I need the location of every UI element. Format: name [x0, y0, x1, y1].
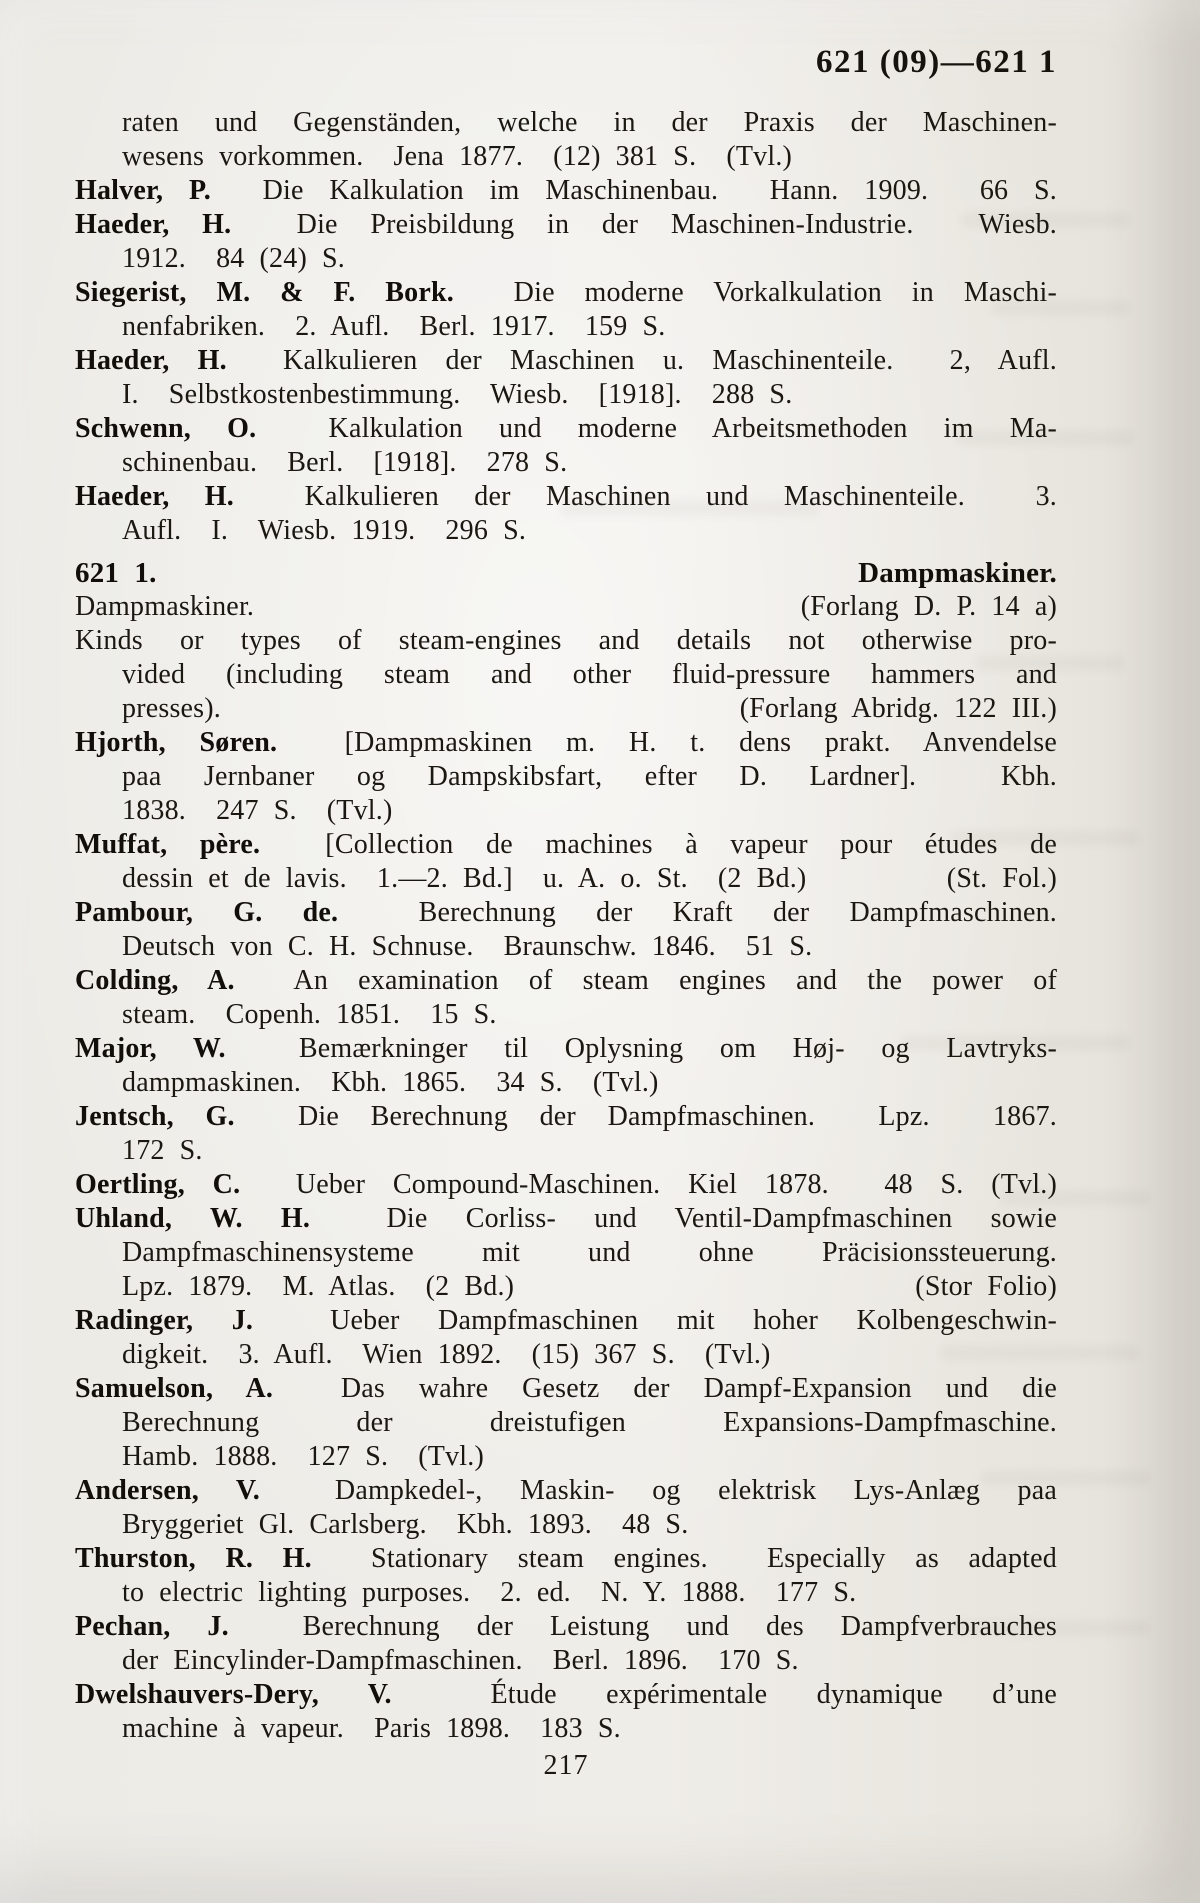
author-name: Oertling, C.: [75, 1169, 241, 1200]
bib-line: [75, 310, 1057, 344]
bib-line: [75, 1168, 1057, 1202]
line-left-text: schinenbau. Berl. [1918]. 278 S.: [122, 447, 568, 478]
bib-line: [75, 208, 1057, 242]
line-left-text: steam. Copenh. 1851. 15 S.: [122, 999, 497, 1030]
bib-line: [75, 760, 1057, 794]
bib-line: [75, 930, 1057, 964]
author-name: Major, W.: [75, 1033, 226, 1064]
bib-line: [75, 1338, 1057, 1372]
bib-line: [75, 1134, 1057, 1168]
line-left-text: raten und Gegenständen, welche in der Praxis der Maschinen-: [122, 107, 1057, 138]
line-left-text: Haeder, H. Die Preisbildung in der Maschinen-Industrie. Wiesb.: [75, 209, 1057, 240]
author-name: Pambour, G. de.: [75, 897, 339, 928]
line-left-text: paa Jernbaner og Dampskibsfart, efter D. Lardner]. Kbh.: [122, 761, 1057, 792]
bib-line: [75, 794, 1057, 828]
bib-line: [75, 1712, 1057, 1746]
author-name: Jentsch, G.: [75, 1101, 235, 1132]
bib-line: [75, 1066, 1057, 1100]
bib-line: [75, 1644, 1057, 1678]
bib-line: [75, 964, 1057, 998]
author-name: Andersen, V.: [75, 1475, 260, 1506]
author-name: Colding, A.: [75, 965, 235, 996]
text-block: [75, 106, 1057, 1746]
author-name: Pechan, J.: [75, 1611, 229, 1642]
section-title: Dampmaskiner.: [858, 557, 1057, 589]
bib-line: [75, 862, 1057, 896]
line-right-text: [858, 556, 1057, 590]
bib-line: [75, 1236, 1057, 1270]
line-left-text: Thurston, R. H. Stationary steam engines. Especially as adapted: [75, 1543, 1057, 1574]
author-name: Siegerist, M. & F. Bork.: [75, 277, 454, 308]
author-name: Schwenn, O.: [75, 413, 257, 444]
author-name: Hjorth, Søren.: [75, 727, 278, 758]
bib-line: [75, 514, 1057, 548]
bib-line: [75, 344, 1057, 378]
line-left-text: Kinds or types of steam-engines and details not otherwise pro-: [75, 625, 1057, 656]
author-name: Dwelshauvers-Dery, V.: [75, 1679, 392, 1710]
bib-line: [75, 1576, 1057, 1610]
line-left-text: digkeit. 3. Aufl. Wien 1892. (15) 367 S. (Tvl.): [122, 1339, 771, 1370]
bib-line: [75, 828, 1057, 862]
line-left-text: Pechan, J. Berechnung der Leistung und des Dampfverbrauches: [75, 1611, 1057, 1642]
line-left-text: Colding, A. An examination of steam engines and the power of: [75, 965, 1058, 996]
line-left-text: Berechnung der dreistufigen Expansions-Dampfmaschine.: [122, 1407, 1057, 1438]
bib-line: [75, 1372, 1057, 1406]
line-left-text: 1912. 84 (24) S.: [122, 243, 345, 274]
line-left-text: Andersen, V. Dampkedel-, Maskin- og elektrisk Lys-Anlæg paa: [75, 1475, 1057, 1506]
author-name: Uhland, W. H.: [75, 1203, 311, 1234]
line-left-text: Bryggeriet Gl. Carlsberg. Kbh. 1893. 48 S.: [122, 1509, 689, 1540]
line-left-text: Haeder, H. Kalkulieren der Maschinen u. Maschinenteile. 2, Aufl.: [75, 345, 1057, 376]
bib-line: [75, 480, 1057, 514]
bib-line: [75, 726, 1057, 760]
bib-line: [75, 242, 1057, 276]
line-left-text: Muffat, père. [Collection de machines à vapeur pour études de: [75, 829, 1057, 860]
line-left-text: presses).: [122, 693, 221, 724]
line-left-text: Haeder, H. Kalkulieren der Maschinen und Maschinenteile. 3.: [75, 481, 1057, 512]
bib-line: [75, 1678, 1057, 1712]
line-left-text: Uhland, W. H. Die Corliss- und Ventil-Dampfmaschinen sowie: [75, 1203, 1057, 1234]
bib-line: [75, 658, 1057, 692]
line-left-text: Samuelson, A. Das wahre Gesetz der Dampf-Expansion und die: [75, 1373, 1057, 1404]
line-left-text: Pambour, G. de. Berechnung der Kraft der Dampfmaschinen.: [75, 897, 1057, 928]
bib-line: [75, 692, 1057, 726]
bib-line: [75, 446, 1057, 480]
line-left-text: nenfabriken. 2. Aufl. Berl. 1917. 159 S.: [122, 311, 666, 342]
line-right-text: (St. Fol.): [946, 863, 1057, 894]
section-heading-line: [75, 556, 1057, 590]
line-left-text: Hjorth, Søren. [Dampmaskinen m. H. t. dens prakt. Anvendelse: [75, 727, 1058, 758]
bib-line: [75, 174, 1057, 208]
running-header: 621 (09)—621 1: [816, 44, 1057, 80]
line-left-text: Lpz. 1879. M. Atlas. (2 Bd.): [122, 1271, 515, 1302]
line-left-text: Dwelshauvers-Dery, V. Étude expérimentale dynamique d’une: [75, 1679, 1057, 1710]
bib-line: [75, 276, 1057, 310]
bib-line: [75, 1610, 1057, 1644]
line-left-text: Aufl. I. Wiesb. 1919. 296 S.: [122, 515, 527, 546]
author-name: Radinger, J.: [75, 1305, 254, 1336]
bib-line: [75, 1440, 1057, 1474]
bib-line: [75, 106, 1057, 140]
line-left-text: Jentsch, G. Die Berechnung der Dampfmaschinen. Lpz. 1867.: [75, 1101, 1057, 1132]
line-left-text: der Eincylinder-Dampfmaschinen. Berl. 1896. 170 S.: [122, 1645, 799, 1676]
line-left-text: [75, 556, 157, 590]
line-left-text: to electric lighting purposes. 2. ed. N. Y. 1888. 177 S.: [122, 1577, 857, 1608]
author-name: Haeder, H.: [75, 345, 227, 376]
author-name: Samuelson, A.: [75, 1373, 274, 1404]
bib-line: [75, 998, 1057, 1032]
line-left-text: Radinger, J. Ueber Dampfmaschinen mit hoher Kolbengeschwin-: [75, 1305, 1058, 1336]
bib-line: [75, 1100, 1057, 1134]
page-number: 217: [543, 1750, 589, 1781]
bib-line: [75, 412, 1057, 446]
author-name: Halver, P.: [75, 175, 211, 206]
line-left-text: Halver, P. Die Kalkulation im Maschinenbau. Hann. 1909. 66 S.: [75, 175, 1058, 206]
bib-line: [75, 1542, 1057, 1576]
bib-line: [75, 1474, 1057, 1508]
bib-line: [75, 378, 1057, 412]
bib-line: [75, 1406, 1057, 1440]
bib-line: [75, 1202, 1057, 1236]
bib-line: [75, 896, 1057, 930]
bib-line: [75, 1304, 1057, 1338]
author-name: Thurston, R. H.: [75, 1543, 312, 1574]
bib-line: [75, 624, 1057, 658]
line-left-text: 1838. 247 S. (Tvl.): [122, 795, 393, 826]
line-left-text: Major, W. Bemærkninger til Oplysning om Høj- og Lavtryks-: [75, 1033, 1057, 1064]
line-left-text: dessin et de lavis. 1.—2. Bd.] u. A. o. St. (2 Bd.): [122, 863, 807, 894]
author-name: Haeder, H.: [75, 481, 234, 512]
line-right-text: (Stor Folio): [915, 1271, 1057, 1302]
bib-line: [75, 1508, 1057, 1542]
line-left-text: Siegerist, M. & F. Bork. Die moderne Vorkalkulation in Maschi-: [75, 277, 1057, 308]
line-left-text: dampmaskinen. Kbh. 1865. 34 S. (Tvl.): [122, 1067, 659, 1098]
line-left-text: Schwenn, O. Kalkulation und moderne Arbeitsmethoden im Ma-: [75, 413, 1058, 444]
line-left-text: vided (including steam and other fluid-pressure hammers and: [122, 659, 1057, 690]
line-left-text: Hamb. 1888. 127 S. (Tvl.): [122, 1441, 484, 1472]
bib-line: [75, 140, 1057, 174]
line-right-text: (Forlang D. P. 14 a): [800, 591, 1057, 622]
line-left-text: Deutsch von C. H. Schnuse. Braunschw. 1846. 51 S.: [122, 931, 813, 962]
line-left-text: Oertling, C. Ueber Compound-Maschinen. Kiel 1878. 48 S. (Tvl.): [75, 1169, 1057, 1200]
line-left-text: Dampfmaschinensysteme mit und ohne Präcisionssteuerung.: [122, 1237, 1057, 1268]
author-name: Haeder, H.: [75, 209, 232, 240]
line-left-text: Dampmaskiner.: [75, 591, 255, 622]
line-left-text: 172 S.: [122, 1135, 203, 1166]
author-name: Muffat, père.: [75, 829, 261, 860]
line-right-text: (Forlang Abridg. 122 III.): [739, 693, 1057, 724]
bib-line: [75, 1032, 1057, 1066]
bib-line: [75, 590, 1057, 624]
line-left-text: I. Selbstkostenbestimmung. Wiesb. [1918]. 288 S.: [122, 379, 793, 410]
bib-line: [75, 1270, 1057, 1304]
author-name: 621 1.: [75, 557, 157, 589]
line-left-text: machine à vapeur. Paris 1898. 183 S.: [122, 1713, 621, 1744]
line-left-text: wesens vorkommen. Jena 1877. (12) 381 S. (Tvl.): [122, 141, 793, 172]
